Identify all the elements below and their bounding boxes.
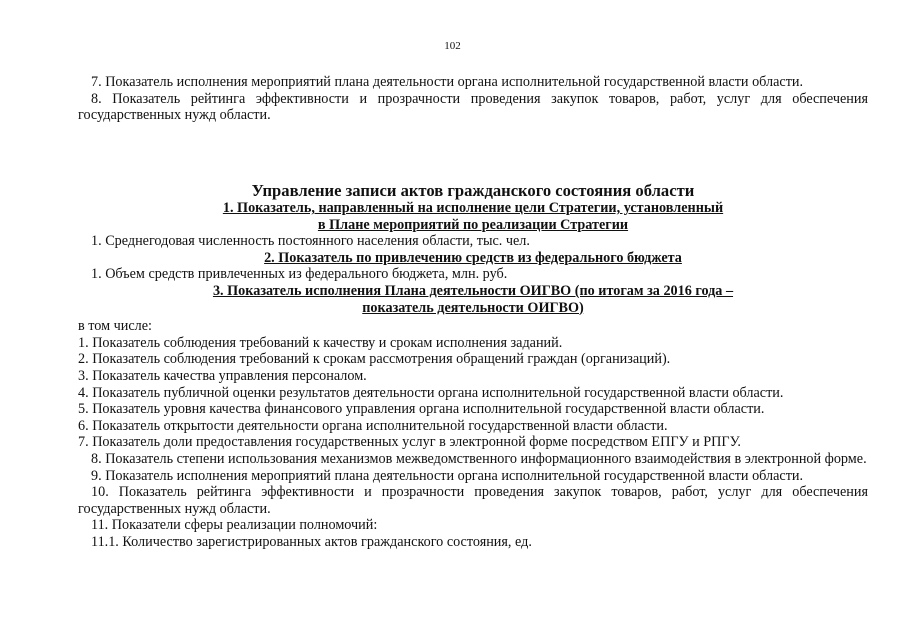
list-item: 7. Показатель исполнения мероприятий плана деятельности органа исполнительной государственной власти области. bbox=[91, 74, 804, 90]
list-item: 11.1. Количество зарегистрированных актов гражданского состояния, ед. bbox=[91, 533, 532, 550]
heading-3-line-2: показатель деятельности ОИГВО) bbox=[362, 299, 584, 316]
list-item: 6. Показатель открытости деятельности органа исполнительной государственной власти области. bbox=[78, 417, 668, 434]
list-item: 3. Показатель качества управления персоналом. bbox=[78, 367, 367, 384]
top-continuation bbox=[78, 74, 868, 124]
list-item: 8. Показатель рейтинга эффективности и прозрачности проведения закупок товаров, работ, услуг для обеспечения государственных нужд области. bbox=[78, 90, 868, 124]
page-number: 102 bbox=[444, 40, 461, 52]
list-item: 9. Показатель исполнения мероприятий плана деятельности органа исполнительной государственной власти области. bbox=[91, 467, 804, 484]
list-item: 4. Показатель публичной оценки результатов деятельности органа исполнительной государственной власти области. bbox=[78, 384, 784, 401]
section bbox=[78, 182, 868, 550]
indicator-list bbox=[78, 335, 868, 551]
heading-2: 2. Показатель по привлечению средств из федерального бюджета bbox=[264, 249, 682, 266]
list-item: 7. Показатель доли предоставления государственных услуг в электронной форме посредством ЕПГУ и РПГУ. bbox=[78, 434, 741, 451]
including-label: в том числе: bbox=[78, 318, 152, 335]
heading-1-line-1: 1. Показатель, направленный на исполнение цели Стратегии, установленный bbox=[222, 200, 724, 216]
list-item: 5. Показатель уровня качества финансового управления органа исполнительной государственной власти области. bbox=[78, 401, 765, 418]
list-item: 11. Показатели сферы реализации полномочий: bbox=[91, 517, 378, 534]
list-item: 1. Объем средств привлеченных из федерального бюджета, млн. руб. bbox=[91, 266, 508, 283]
list-item: 8. Показатель степени использования механизмов межведомственного информационного взаимодействия в электронной форме. bbox=[91, 450, 867, 467]
list-item: 1. Среднегодовая численность постоянного населения области, тыс. чел. bbox=[91, 233, 530, 250]
list-item: 2. Показатель соблюдения требований к срокам рассмотрения обращений граждан (организаций). bbox=[78, 351, 671, 368]
section-title: Управление записи актов гражданского состояния области bbox=[251, 181, 695, 200]
heading-1-line-2: в Плане мероприятий по реализации Стратегии bbox=[317, 216, 629, 233]
list-item: 1. Показатель соблюдения требований к качеству и срокам исполнения заданий. bbox=[78, 334, 563, 351]
list-item: 10. Показатель рейтинга эффективности и прозрачности проведения закупок товаров, работ, услуг для обеспечения государственных нужд области. bbox=[78, 484, 868, 517]
heading-3-line-1: 3. Показатель исполнения Плана деятельности ОИГВО (по итогам за 2016 года – bbox=[212, 282, 734, 299]
